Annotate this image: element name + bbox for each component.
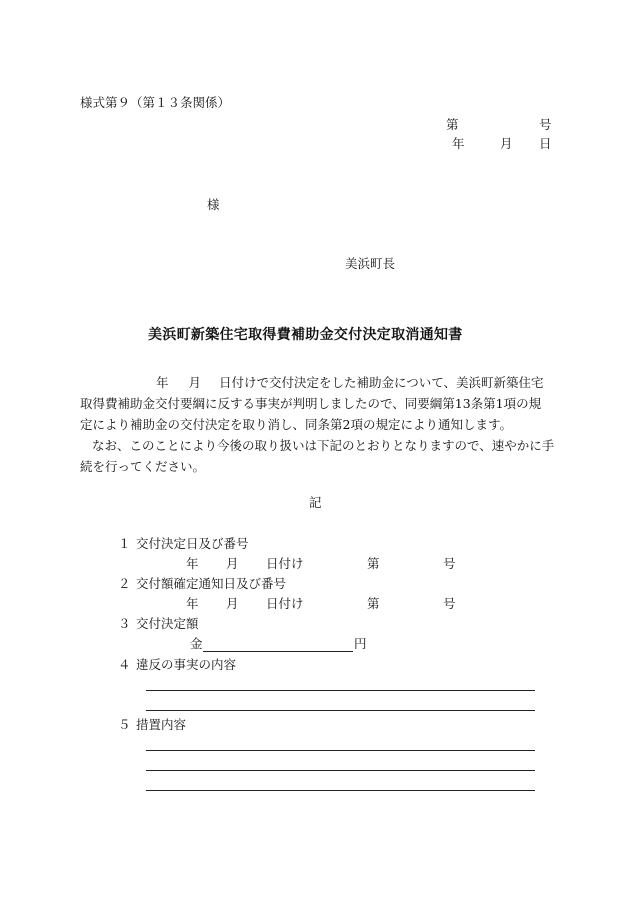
item-1-dated: 日付け — [266, 556, 304, 571]
measure-line-3 — [146, 790, 535, 791]
item-1-number: １ — [118, 536, 131, 551]
item-2-label: 交付額確定通知日及び番号 — [136, 576, 287, 591]
item-2-month: 月 — [226, 596, 239, 611]
item-2-number: ２ — [118, 576, 131, 591]
item-5-label: 措置内容 — [136, 717, 187, 732]
measure-line-1 — [146, 750, 535, 751]
violation-line-1 — [146, 690, 535, 691]
ki-heading: 記 — [309, 495, 322, 510]
p1-line2: 取得費補助金交付要綱に反する事実が判明しましたので、同要綱第13条第1項の規 — [80, 396, 542, 411]
body-paragraph-2: なお、このことにより今後の取り扱いは下記のとおりとなりますので、速やかに手続を行ってください。 — [80, 438, 555, 474]
item-1-month: 月 — [226, 556, 239, 571]
item-1-label: 交付決定日及び番号 — [136, 536, 249, 551]
document-number-prefix: 第 — [446, 117, 459, 132]
page-title: 美浜町新築住宅取得費補助金交付決定取消通知書 — [148, 327, 463, 343]
addressee-suffix: 様 — [207, 197, 220, 212]
p1-month: 月 — [188, 375, 202, 390]
violation-line-2 — [146, 710, 535, 711]
p1-year: 年 — [156, 375, 169, 390]
p1-line3: 定により補助金の交付決定を取り消し、同条第2項の規定により通知します。 — [80, 417, 512, 432]
amount-blank-line — [203, 651, 353, 652]
item-2-number-prefix: 第 — [367, 596, 380, 611]
item-3-label: 交付決定額 — [136, 616, 199, 631]
document-number-suffix: 号 — [539, 117, 552, 132]
date-day-label: 日 — [539, 136, 552, 151]
item-4-label: 違反の事実の内容 — [136, 657, 237, 672]
form-label: 様式第９（第１３条関係） — [80, 95, 231, 110]
body-paragraph-1 — [80, 372, 556, 435]
item-1-year: 年 — [186, 556, 199, 571]
item-1-number-prefix: 第 — [367, 556, 380, 571]
item-2-number-suffix: 号 — [443, 596, 456, 611]
amount-suffix: 円 — [354, 636, 367, 651]
issuer-name: 美浜町長 — [345, 256, 396, 271]
date-year-label: 年 — [452, 136, 465, 151]
item-2-year: 年 — [186, 596, 199, 611]
item-2-dated: 日付け — [266, 596, 304, 611]
p1-line1-text: 日付けで交付決定をした補助金について、美浜町新築住宅 — [219, 375, 544, 390]
date-month-label: 月 — [500, 136, 513, 151]
item-4-number: ４ — [118, 657, 131, 672]
measure-line-2 — [146, 770, 535, 771]
amount-prefix: 金 — [190, 636, 203, 651]
item-5-number: ５ — [118, 717, 131, 732]
item-3-number: ３ — [118, 616, 131, 631]
item-1-number-suffix: 号 — [443, 556, 456, 571]
